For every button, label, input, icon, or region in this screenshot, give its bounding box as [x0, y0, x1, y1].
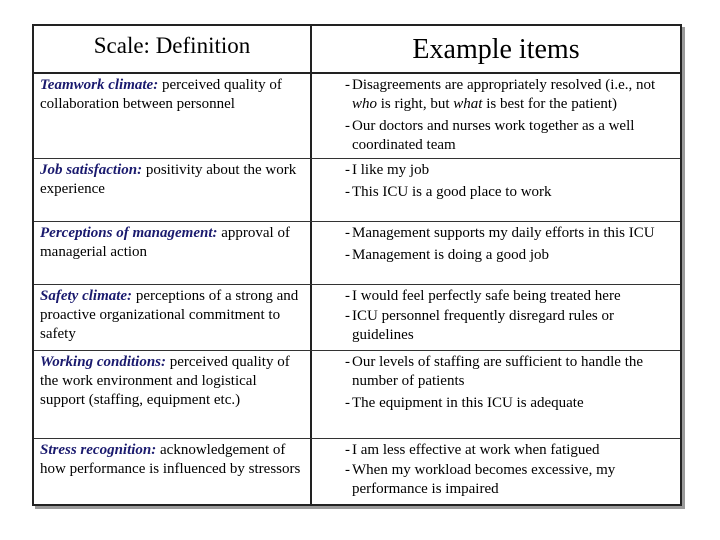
item-dash: -: [345, 162, 350, 178]
scale-definition: positivity about the work experience: [40, 162, 297, 197]
definition-text: [40, 161, 304, 199]
item-text-part: Disagreements are appropriately resolved (i.e., not: [352, 77, 656, 93]
item-dash: -: [345, 118, 350, 134]
example-items-cell: [310, 74, 680, 158]
example-item: [345, 246, 672, 265]
scale-term: Teamwork climate:: [40, 77, 159, 93]
example-item: [345, 394, 672, 413]
item-dash: -: [345, 395, 350, 411]
example-items-cell: [310, 285, 680, 350]
table-row-teamwork-climate: [34, 72, 680, 158]
definition-cell: [34, 439, 310, 504]
example-items-cell: [310, 222, 680, 284]
item-text: ICU personnel frequently disregard rules or guidelines: [352, 308, 615, 343]
example-item: [345, 117, 672, 155]
item-dash: -: [345, 184, 350, 200]
item-text: I like my job: [352, 162, 430, 178]
scale-definition: approval of managerial action: [40, 225, 290, 260]
definition-text: [40, 441, 304, 479]
example-items-cell: [310, 351, 680, 438]
example-item: [345, 224, 672, 243]
scale-term: Safety climate:: [40, 288, 133, 304]
table-header-row: [34, 26, 680, 72]
item-text: I am less effective at work when fatigued: [352, 442, 600, 458]
item-dash: -: [345, 462, 350, 478]
definition-cell: [34, 222, 310, 284]
item-text: I would feel perfectly safe being treated here: [352, 288, 621, 304]
item-text: Management supports my daily efforts in this ICU: [352, 225, 655, 241]
item-dash: -: [345, 288, 350, 304]
example-item: [345, 353, 672, 391]
definition-text: [40, 224, 304, 262]
example-item: [345, 441, 672, 460]
item-dash: -: [345, 77, 350, 93]
scale-definition: perceived quality of collaboration between personnel: [40, 77, 282, 112]
item-text-emphasis: who: [352, 96, 378, 112]
item-text: Our levels of staffing are sufficient to handle the number of patients: [352, 354, 644, 389]
definition-cell: [34, 74, 310, 158]
item-dash: -: [345, 354, 350, 370]
scale-definition: perceptions of a strong and proactive organizational commitment to safety: [40, 288, 299, 342]
item-dash: -: [345, 225, 350, 241]
item-text-emphasis: what: [453, 96, 483, 112]
item-text-part: is right, but: [377, 96, 454, 112]
definition-text: [40, 353, 304, 410]
definition-text: [40, 76, 304, 114]
definition-cell: [34, 351, 310, 438]
table-row-safety-climate: [34, 284, 680, 350]
example-item: [345, 461, 672, 499]
example-item: [345, 287, 672, 306]
item-text: The equipment in this ICU is adequate: [352, 395, 584, 411]
example-items-cell: [310, 159, 680, 221]
definition-cell: [34, 285, 310, 350]
item-text: Our doctors and nurses work together as a well coordinated team: [352, 118, 635, 153]
item-text: This ICU is a good place to work: [352, 184, 552, 200]
header-scale-definition: Scale: Definition: [93, 33, 251, 58]
scales-table: [32, 24, 682, 506]
scale-definition: perceived quality of the work environment and logistical support (staffing, equipment etc.): [40, 354, 290, 408]
definition-cell: [34, 159, 310, 221]
table-row-job-satisfaction: [34, 158, 680, 221]
item-dash: -: [345, 308, 350, 324]
scale-term: Stress recognition:: [40, 442, 157, 458]
scale-definition: acknowledgement of how performance is influenced by stressors: [40, 442, 301, 477]
scale-term: Perceptions of management:: [40, 225, 218, 241]
scale-term: Working conditions:: [40, 354, 166, 370]
item-text: When my workload becomes excessive, my performance is impaired: [352, 462, 616, 497]
example-item: [345, 307, 672, 345]
item-dash: -: [345, 442, 350, 458]
scale-term: Job satisfaction:: [40, 162, 143, 178]
table-row-perceptions-of-management: [34, 221, 680, 284]
example-item: [345, 76, 672, 114]
example-item: [345, 161, 672, 180]
item-dash: -: [345, 247, 350, 263]
example-item: [345, 183, 672, 202]
item-text-part: is best for the patient): [482, 96, 618, 112]
definition-text: [40, 287, 304, 344]
header-example-items: Example items: [310, 26, 680, 72]
table-row-working-conditions: [34, 350, 680, 438]
item-text: Management is doing a good job: [352, 247, 550, 263]
table-row-stress-recognition: [34, 438, 680, 504]
example-items-cell: [310, 439, 680, 504]
